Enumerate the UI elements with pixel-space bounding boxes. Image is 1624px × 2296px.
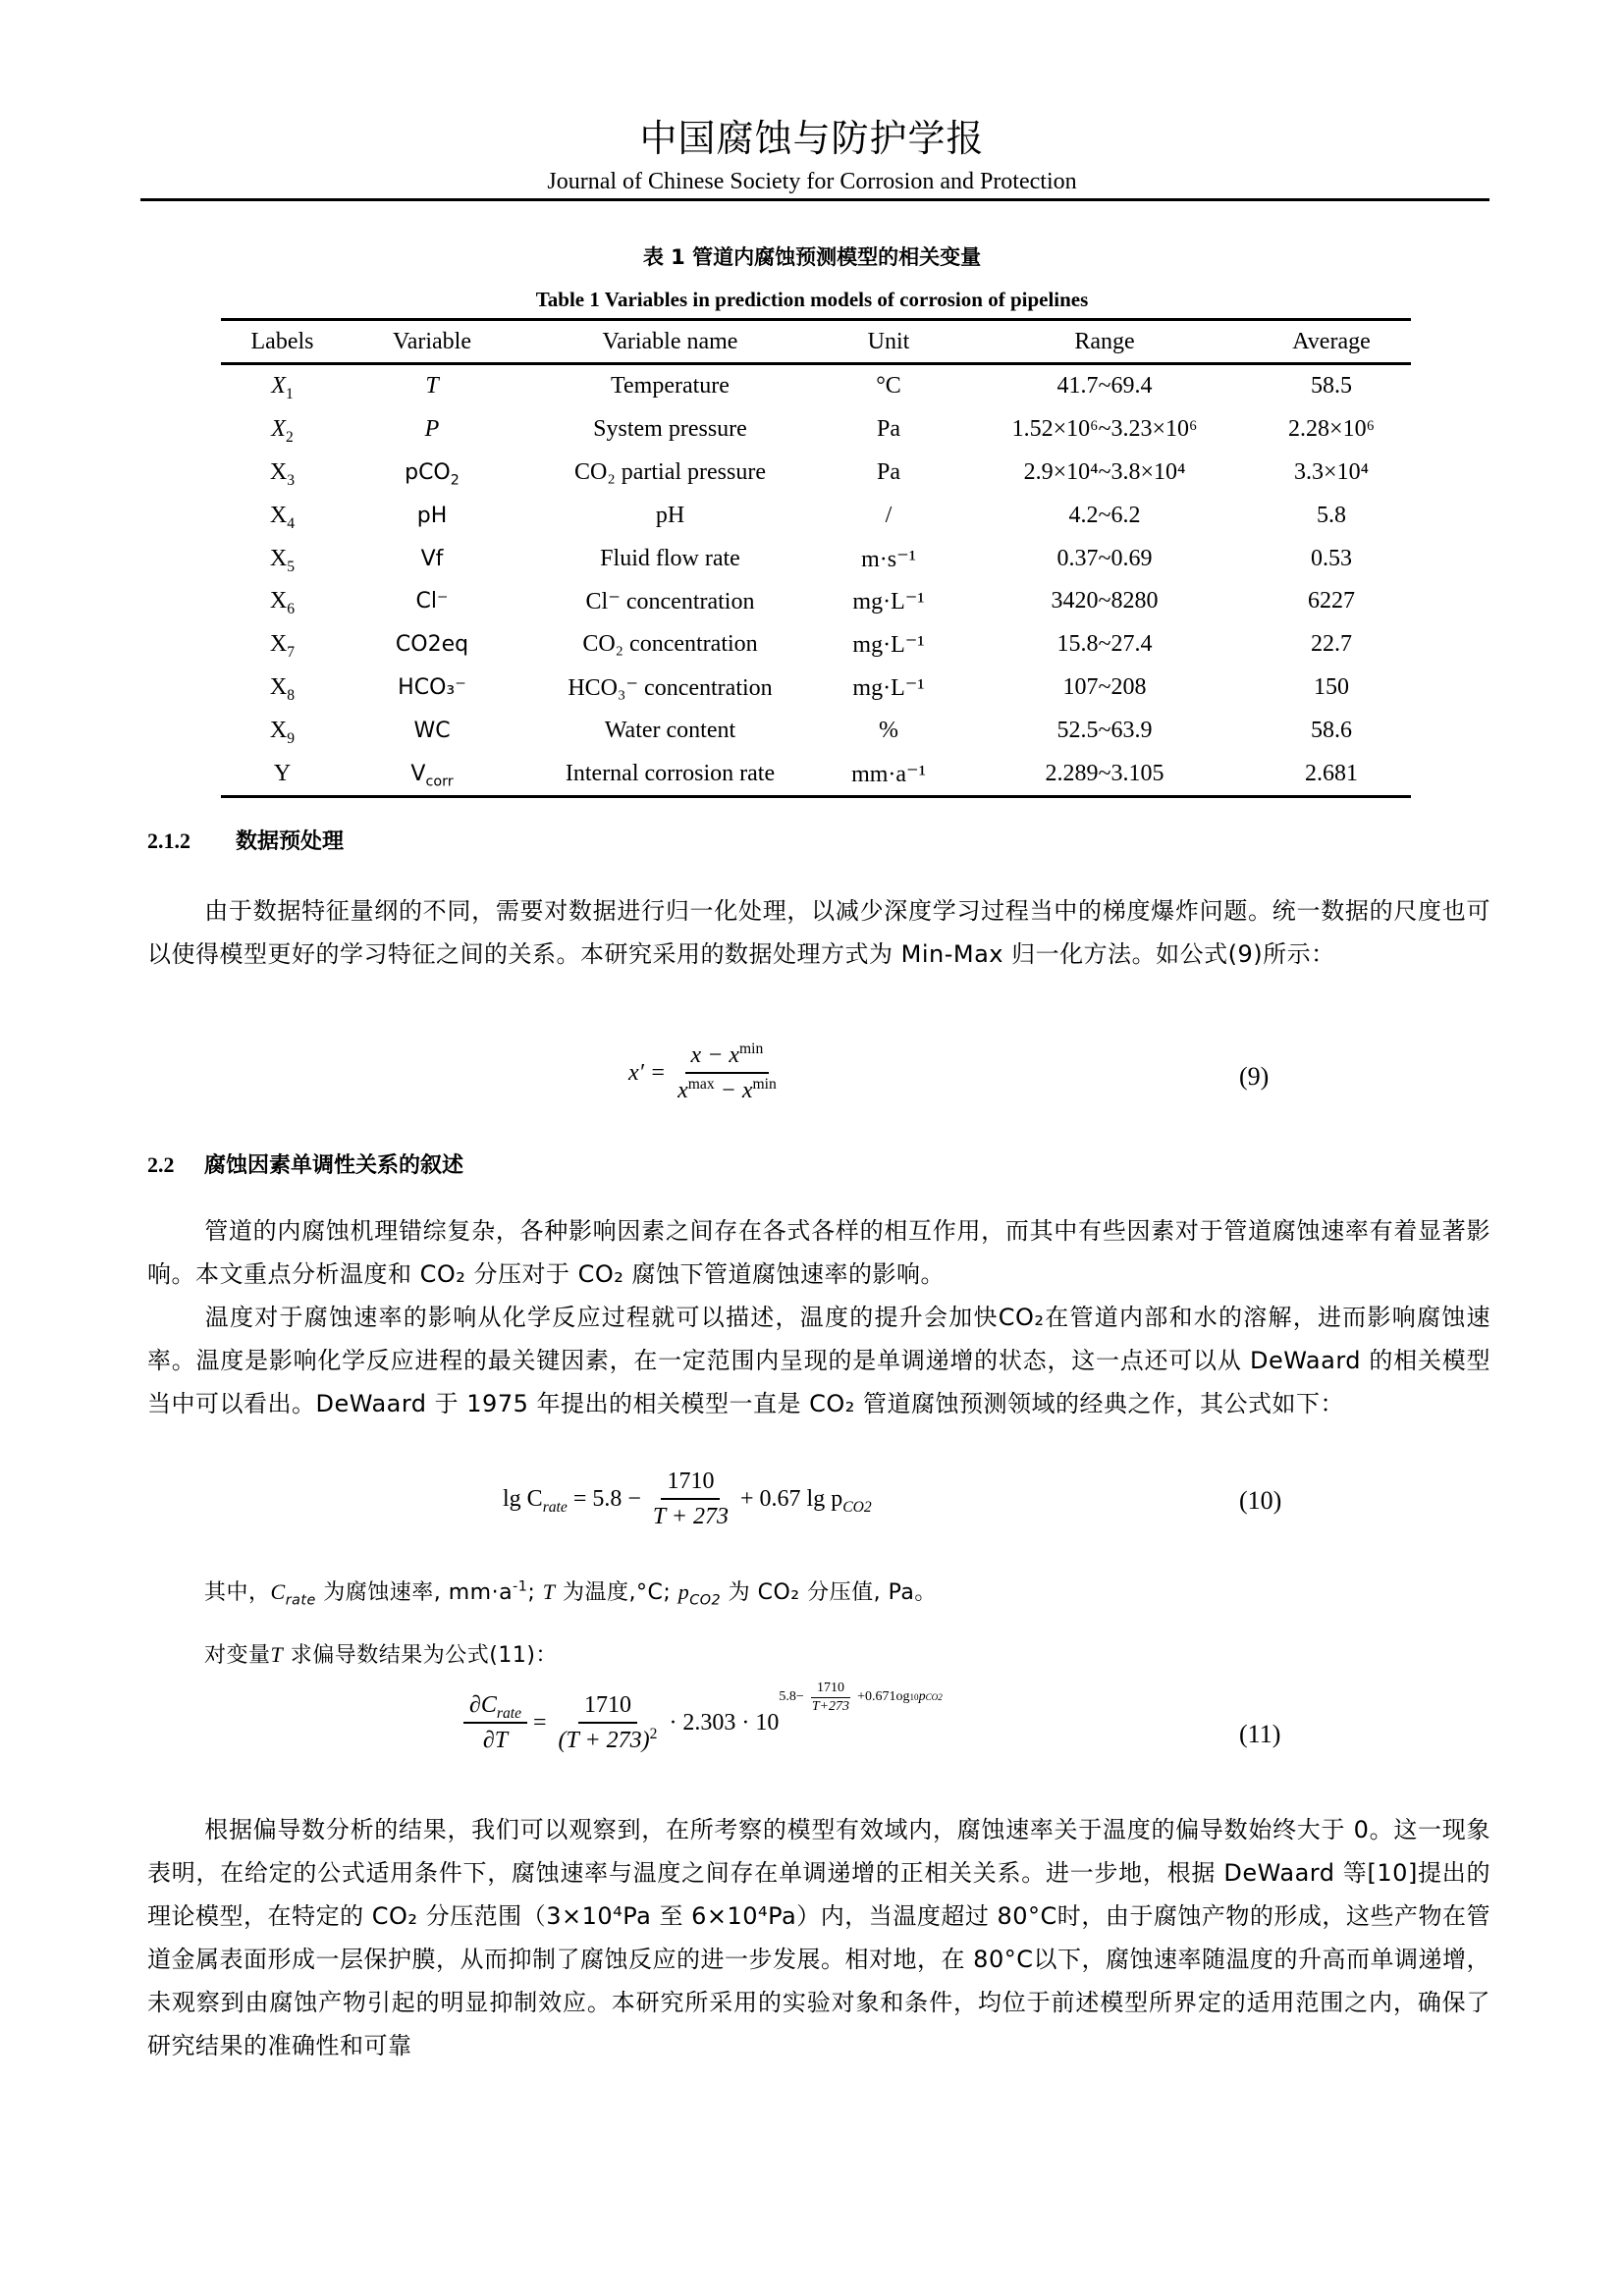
cell-label [221, 452, 344, 495]
cell-unit: Pa [877, 416, 900, 443]
eq10-rest [740, 1485, 872, 1516]
table-row [221, 709, 1411, 752]
section-number: 2.2 [147, 1152, 175, 1177]
paragraph-mechanism [147, 1209, 1490, 1296]
where-d: ; [527, 1580, 543, 1605]
col-header-labels: Labels [250, 328, 314, 354]
table-row [221, 494, 1411, 537]
where-p-sub: CO2 [689, 1592, 722, 1609]
paragraph-text: 温度对于腐蚀速率的影响从化学反应过程就可以描述，温度的提升会加快CO₂在管道内部和水的溶解，进而影响腐蚀速率。温度是影响化学反应进程的最关键因素，在一定范围内呈现的是单调递增的状态，这一点还可以从 DeWaard 的相关模型当中可以看出。DeWaard 于 1975 年提出的相关模型一直是 CO₂ 管道腐蚀预测领域的经典之作，其公式如下： [147, 1304, 1490, 1417]
cell-variable: Cl⁻ [415, 589, 449, 614]
where-e: 为温度,°C; [555, 1580, 678, 1605]
eq10-equals: = 5.8 − [572, 1485, 641, 1512]
section-title: 腐蚀因素单调性关系的叙述 [204, 1153, 464, 1178]
eq11-lhs-num-sub: rate [496, 1704, 521, 1722]
eq11-middle: · 2.303 · 10 [669, 1709, 780, 1735]
eq11-exp-num: 1710 [811, 1682, 850, 1698]
table-row [221, 623, 1411, 667]
eq10-fraction [647, 1467, 734, 1531]
cell-unit: mg·L⁻¹ [852, 632, 925, 659]
label-text: X [271, 373, 286, 400]
section-heading-22 [147, 1148, 463, 1179]
table-row [221, 752, 1411, 796]
label-sub: 8 [287, 686, 296, 704]
label-sub: 5 [287, 558, 296, 575]
eq10-lhs-sub: rate [542, 1498, 568, 1516]
where-a: 其中， [204, 1580, 271, 1605]
paragraph-text: 根据偏导数分析的结果，我们可以观察到，在所考察的模型有效域内，腐蚀速率关于温度的偏导数始终大于 0。这一现象表明，在给定的公式适用条件下，腐蚀速率与温度之间存在单调递增的正相关关系。进一步地，根据 DeWaard 等[10]提出的理论模型，在特定的 CO₂ 分压范围（3×10⁴Pa 至 6×10⁴Pa）内，当温度超过 80°C时，由于腐蚀产物的形成，这些产物在管道金属表面形成一层保护膜，从而抑制了腐蚀反应的进一步发展。相对地，在 80°C以下，腐蚀速率随温度的升高而单调递增，未观察到由腐蚀产物引起的明显抑制效应。本研究所采用的实验对象和条件，均位于前述模型所界定的适用范围之内，确保了研究结果的准确性和可靠 [147, 1816, 1490, 2059]
label-text: X [269, 502, 288, 528]
cell-label [221, 494, 344, 537]
cell-range: 0.37~0.69 [1056, 545, 1153, 571]
cell-variable [344, 752, 520, 796]
cell-average: 5.8 [1317, 502, 1346, 528]
eq10-lhs-text: lg C [503, 1485, 543, 1512]
cell-name: System pressure [593, 416, 747, 443]
derivative-intro [147, 1633, 1490, 1678]
section-title: 数据预处理 [236, 829, 345, 854]
eq11-exp-a: 5.8− [779, 1689, 804, 1704]
cell-name: HCO₃⁻ concentration [568, 674, 773, 701]
variable-sub: corr [425, 773, 454, 789]
equation-number-9: (9) [1239, 1062, 1270, 1091]
table-row [221, 364, 1411, 408]
where-b-sup: -1 [513, 1578, 528, 1595]
table-row [221, 580, 1411, 623]
eq11-denominator [553, 1724, 664, 1755]
label-text: X [269, 717, 288, 743]
where-f: 为 CO₂ 分压值, Pa。 [721, 1580, 937, 1605]
label-sub: 1 [285, 386, 294, 403]
where-t: T [542, 1579, 556, 1604]
cell-average: 2.28×10⁶ [1288, 416, 1375, 443]
cell-average: 58.6 [1311, 717, 1352, 743]
cell-name: Fluid flow rate [600, 545, 740, 571]
journal-title-en: Journal of Chinese Society for Corrosion and Protection [547, 169, 1077, 194]
equation-10 [503, 1467, 872, 1531]
cell-variable: P [424, 416, 440, 443]
eq11-exp-c: p [918, 1689, 926, 1704]
eq9-den-b-sup: min [752, 1076, 777, 1093]
eq10-lhs [503, 1485, 568, 1516]
cell-name: CO₂ concentration [582, 631, 758, 658]
label-text: X [269, 673, 288, 700]
cell-range: 4.2~6.2 [1068, 502, 1141, 528]
table-title-cn: 表 1 管道内腐蚀预测模型的相关变量 [642, 245, 982, 269]
cell-average: 2.681 [1305, 760, 1358, 786]
variable-sub: 2 [450, 472, 460, 489]
where-c-sub: rate [285, 1592, 316, 1609]
eq11-lhs-fraction [463, 1690, 527, 1755]
eq11-exponent: 5.8− $\frac{1710}{T+273}$ +0.671og 10 p CO2 [779, 1680, 943, 1714]
cell-name: Internal corrosion rate [565, 760, 776, 786]
cell-average: 6227 [1308, 588, 1355, 614]
cell-variable [344, 452, 520, 495]
cell-range: 107~208 [1062, 673, 1147, 700]
eq11-lhs-num-text: ∂C [469, 1692, 497, 1718]
col-header-variable: Variable [393, 328, 471, 354]
deriv-b: 求偏导数结果为公式(11)： [283, 1643, 558, 1668]
cell-label [221, 709, 344, 752]
eq11-fraction [553, 1690, 664, 1755]
where-b: 为腐蚀速率, mm·a [315, 1580, 514, 1605]
label-text: X [271, 416, 286, 443]
eq11-exp-b: +0.671og [857, 1689, 910, 1704]
cell-average: 150 [1314, 673, 1349, 700]
col-header-range: Range [1074, 328, 1135, 354]
cell-range: 41.7~69.4 [1056, 373, 1153, 400]
eq11-lhs-denominator: ∂T [482, 1728, 509, 1753]
col-header-unit: Unit [867, 328, 910, 354]
label-sub: 2 [285, 428, 294, 446]
equation-9 [628, 1041, 788, 1105]
table-row [221, 667, 1411, 710]
cell-range: 52.5~63.9 [1056, 717, 1153, 743]
eq9-den-a-sup: max [687, 1076, 715, 1093]
variables-description [147, 1571, 1490, 1615]
paragraph-text: 管道的内腐蚀机理错综复杂，各种影响因素之间存在各式各样的相互作用，而其中有些因素对于管道腐蚀速率有着显著影响。本文重点分析温度和 CO₂ 分压对于 CO₂ 腐蚀下管道腐蚀速率的影响。 [147, 1217, 1490, 1288]
eq9-denominator [672, 1074, 783, 1105]
section-number: 2.1.2 [147, 828, 190, 853]
cell-variable: pH [416, 503, 448, 528]
where-p: p [677, 1579, 690, 1604]
cell-unit: mm·a⁻¹ [851, 761, 926, 787]
table-header-row [221, 320, 1411, 364]
label-sub: 7 [287, 643, 296, 661]
cell-unit: mg·L⁻¹ [852, 589, 925, 615]
paragraph-analysis [147, 1808, 1490, 2067]
label-sub: 4 [287, 514, 296, 532]
journal-title-cn: 中国腐蚀与防护学报 [639, 119, 985, 160]
col-header-variable-name: Variable name [602, 328, 738, 354]
cell-range: 3420~8280 [1051, 588, 1159, 614]
variable-text: pCO [405, 459, 451, 485]
cell-unit: / [885, 502, 893, 528]
eq11-numerator: 1710 [578, 1690, 637, 1724]
cell-unit: Pa [877, 458, 900, 485]
equation-number-11: (11) [1239, 1720, 1281, 1748]
cell-name: Water content [604, 717, 736, 743]
cell-average: 3.3×10⁴ [1294, 458, 1369, 485]
cell-label [221, 623, 344, 667]
cell-variable: T [425, 373, 439, 400]
label-text: X [269, 588, 288, 614]
eq11-lhs-numerator [463, 1690, 527, 1724]
cell-range: 2.289~3.105 [1045, 760, 1164, 786]
col-header-average: Average [1292, 328, 1371, 354]
label-sub: 9 [287, 729, 296, 747]
cell-average: 22.7 [1311, 631, 1352, 658]
cell-label [221, 364, 344, 408]
cell-label [221, 580, 344, 623]
variable-text: V [410, 761, 426, 786]
deriv-a: 对变量 [204, 1643, 271, 1668]
eq11-exp-fraction [806, 1682, 855, 1714]
eq10-rest-text: + 0.67 lg p [740, 1485, 843, 1512]
eq11-exp-den: T+273 [811, 1698, 850, 1714]
cell-variable: Vf [420, 546, 444, 571]
cell-unit: °C [876, 373, 901, 400]
cell-average: 58.5 [1311, 373, 1352, 400]
label-sub: 6 [287, 601, 296, 618]
eq9-num-sup: min [739, 1041, 764, 1057]
cell-range: 1.52×10⁶~3.23×10⁶ [1011, 416, 1198, 443]
cell-variable: CO2eq [395, 632, 469, 658]
eq9-numerator [685, 1041, 770, 1074]
eq9-num-text: x − x [690, 1042, 740, 1068]
eq9-fraction [672, 1041, 783, 1105]
table-title-en: Table 1 Variables in prediction models of corrosion of pipelines [535, 288, 1089, 311]
table-row [221, 537, 1411, 580]
cell-unit: % [879, 717, 898, 743]
cell-unit: mg·L⁻¹ [852, 674, 925, 701]
label-sub: 3 [287, 471, 296, 489]
deriv-t: T [270, 1642, 284, 1667]
cell-label [221, 667, 344, 710]
table-row [221, 452, 1411, 495]
cell-unit: m·s⁻¹ [861, 546, 916, 572]
cell-range: 15.8~27.4 [1056, 631, 1153, 658]
eq9-den-a: x [677, 1078, 688, 1103]
cell-label: Y [273, 760, 292, 786]
equation-number-10: (10) [1239, 1486, 1282, 1515]
label-text: X [269, 458, 288, 485]
eq11-den-text: (T + 273) [558, 1728, 650, 1753]
paragraph-text: 由于数据特征量纲的不同，需要对数据进行归一化处理，以减少深度学习过程当中的梯度爆炸问题。统一数据的尺度也可以使得模型更好的学习特征之间的关系。本研究采用的数据处理方式为 Min-Max 归一化方法。如公式(9)所示： [147, 897, 1490, 968]
eq9-den-b: − x [714, 1078, 753, 1103]
cell-name: CO₂ partial pressure [574, 458, 766, 485]
paragraph-temperature [147, 1296, 1490, 1425]
eq10-denominator: T + 273 [652, 1504, 729, 1529]
eq9-lhs: x′ = [628, 1059, 667, 1086]
where-c: C [270, 1579, 286, 1604]
label-text: X [269, 631, 288, 658]
cell-label [221, 408, 344, 452]
eq11-den-sup: 2 [649, 1726, 658, 1742]
variables-table [221, 318, 1411, 798]
header-rule [140, 198, 1489, 201]
cell-name: Cl⁻ concentration [585, 589, 755, 615]
cell-label [221, 537, 344, 580]
cell-variable: WC [413, 718, 451, 743]
cell-average: 0.53 [1311, 545, 1352, 571]
cell-variable: HCO₃⁻ [398, 674, 466, 700]
cell-range: 2.9×10⁴~3.8×10⁴ [1023, 458, 1186, 485]
paragraph-preprocessing [147, 889, 1490, 976]
eq10-numerator: 1710 [661, 1467, 720, 1500]
equation-11 [458, 1680, 943, 1755]
cell-name: pH [655, 502, 685, 528]
eq10-rest-sub: CO2 [842, 1498, 872, 1516]
cell-name: Temperature [611, 373, 730, 400]
label-text: X [269, 545, 288, 571]
section-heading-212 [147, 825, 344, 855]
eq11-equals: = [533, 1709, 547, 1735]
table-row [221, 408, 1411, 452]
